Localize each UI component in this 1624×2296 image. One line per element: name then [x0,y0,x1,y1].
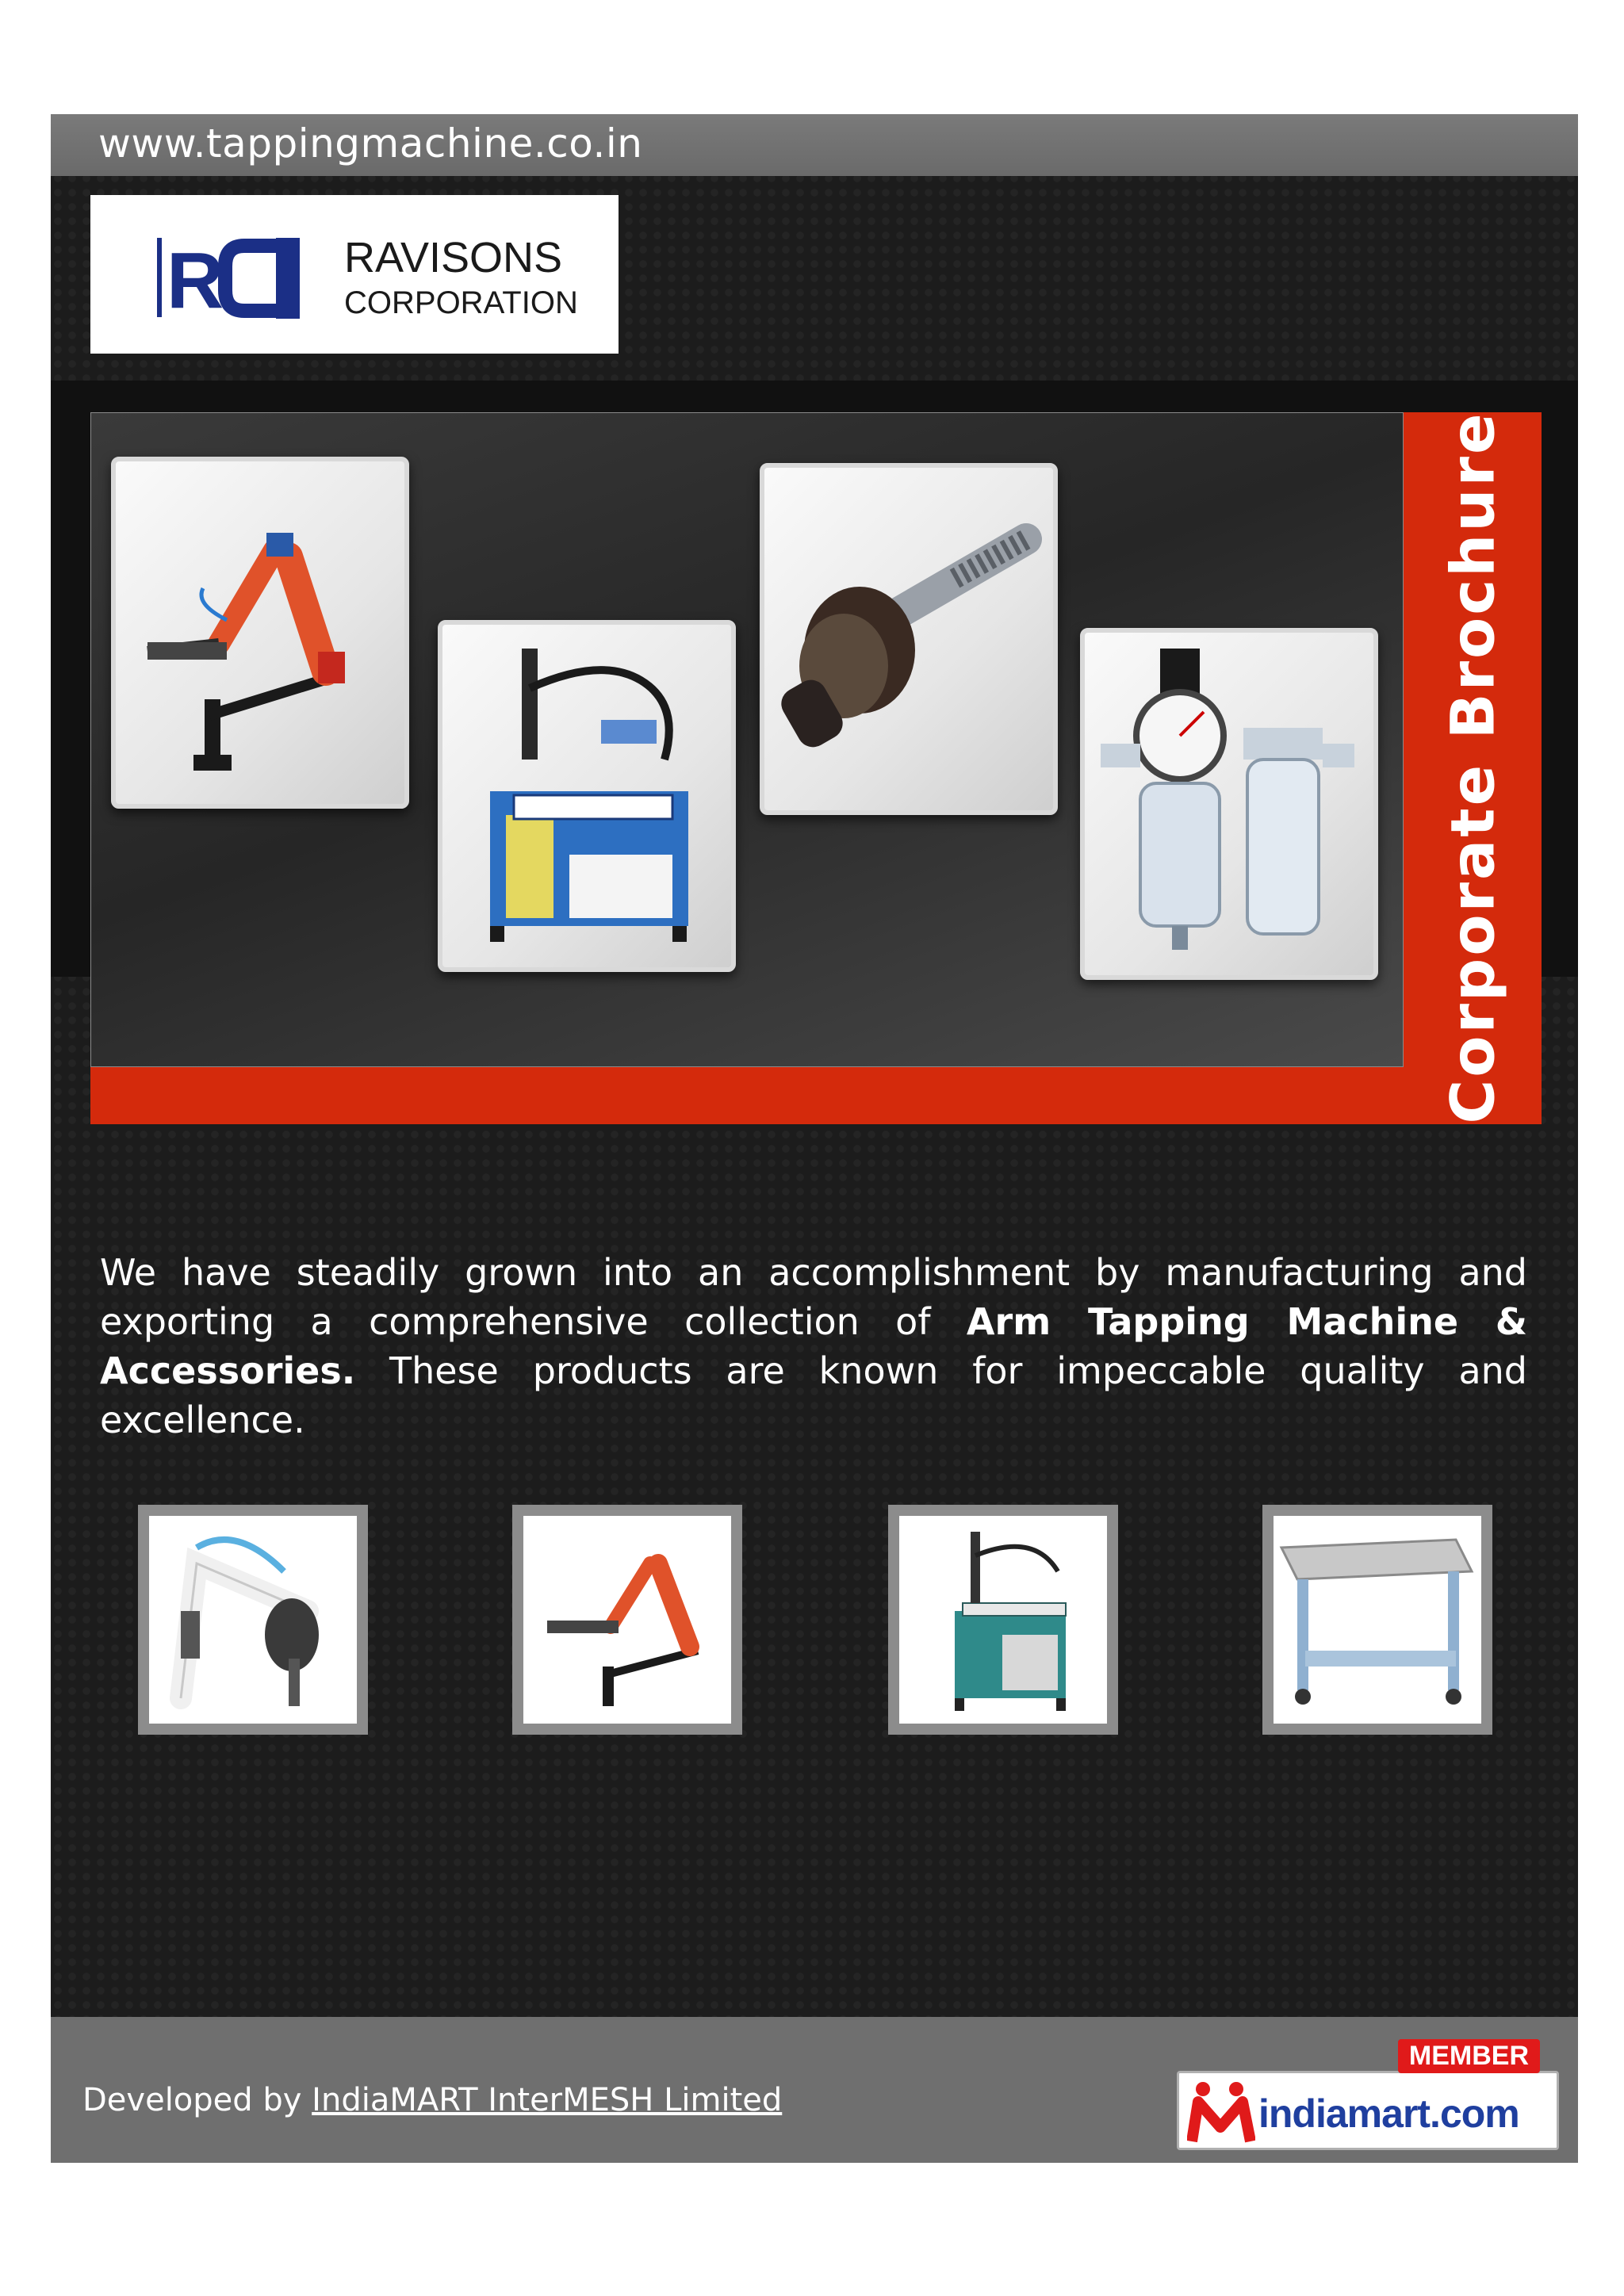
indiamart-member-logo[interactable] [1177,2039,1559,2150]
company-subtitle: CORPORATION [344,285,578,320]
tapping-machine-with-stand-thumb-icon [899,1516,1107,1724]
svg-text:R: R [167,236,224,322]
company-logo [90,195,619,354]
machine-stand-table-icon [1274,1516,1481,1724]
pneumatic-arm-tapping-machine-icon [149,1516,357,1724]
footer-bar [51,2017,1578,2163]
indiamart-link[interactable]: IndiaMART InterMESH Limited [312,2082,783,2118]
product-thumbnail[interactable] [138,1505,368,1735]
member-tag: MEMBER [1398,2039,1540,2073]
developed-by-text [82,2082,782,2118]
rc-logo-mark-icon [157,235,308,322]
tapping-machine-stand-icon [442,625,731,967]
indiamart-logo-box [1177,2071,1559,2150]
company-name: RAVISONS [344,234,563,281]
tap-chuck-icon [764,468,1053,810]
intro-paragraph [100,1248,1527,1445]
website-url[interactable]: www.tappingmachine.co.in [98,121,643,166]
tapping-machine-on-stand-photo [438,620,736,972]
product-thumbnail[interactable] [888,1505,1118,1735]
arm-tapping-machine-photo [111,457,409,809]
corporate-brochure-label: Corporate Brochure [1437,411,1508,1124]
indiamart-m-icon [1187,2078,1255,2146]
air-filter-regulator-photo [1080,628,1378,980]
developed-by-label: Developed by [82,2082,312,2118]
arm-tapping-machine-icon [116,461,404,804]
intro-text-part1: We have steadily grown into an accomplishment by manufacturing and exporting a comprehensive collection of [100,1251,1527,1343]
arm-tapping-machine-thumb-icon [523,1516,731,1724]
hero-red-bottom-bar [90,1067,1542,1124]
intro-text-bold: Arm Tapping Machine & Accessories. [100,1300,1527,1392]
url-bar [51,114,1578,176]
tap-chuck-photo [760,463,1058,815]
intro-text-part2: These products are known for impeccable quality and excellence. [100,1349,1527,1441]
indiamart-name: indiamart.com [1258,2091,1519,2136]
brochure-page [51,114,1578,2163]
product-thumbnail[interactable] [1262,1505,1492,1735]
product-thumbnail[interactable] [512,1505,742,1735]
air-filter-regulator-icon [1085,633,1373,975]
